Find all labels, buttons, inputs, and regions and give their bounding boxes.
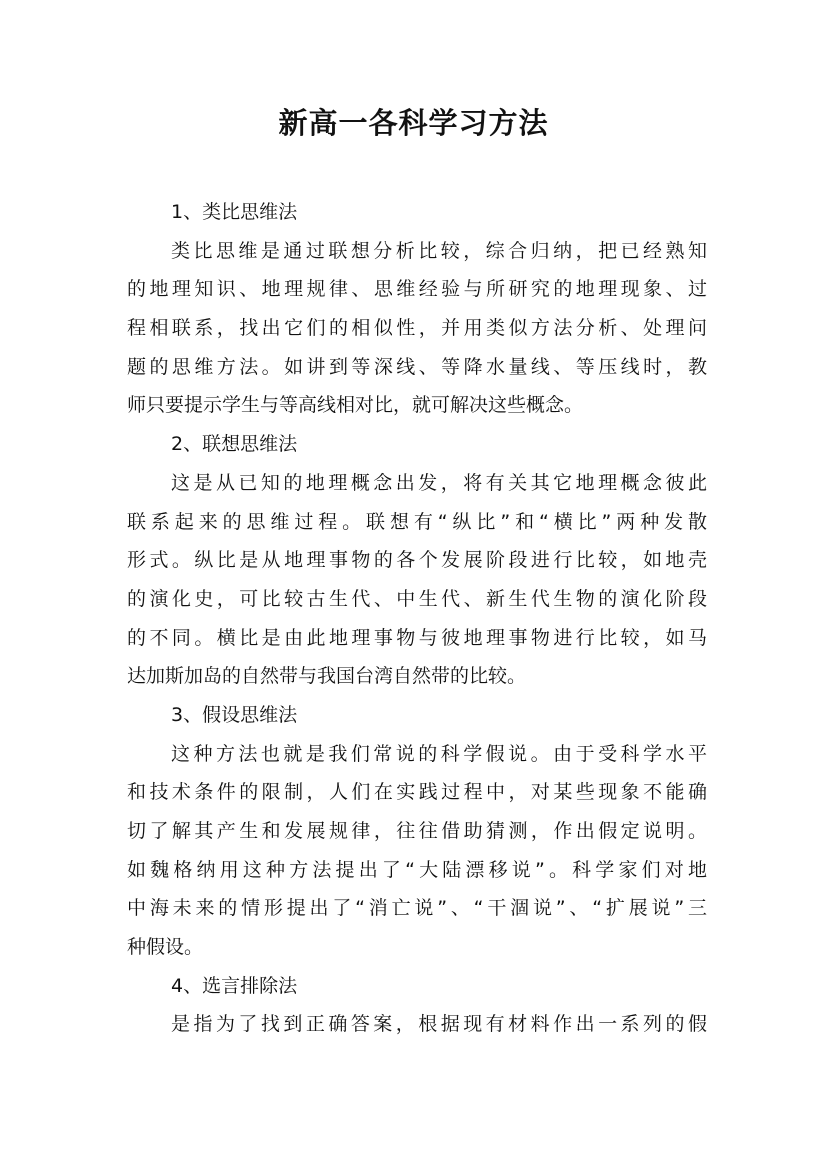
paragraph-line: 和技术条件的限制，人们在实践过程中，对某些现象不能确 (127, 781, 707, 804)
section-heading-association: 2、联想思维法 (171, 433, 298, 456)
document-title: 新高一各科学习方法 (278, 106, 549, 140)
paragraph-line: 题的思维方法。如讲到等深线、等降水量线、等压线时，教 (127, 355, 707, 378)
section-heading-elimination: 4、选言排除法 (171, 974, 298, 997)
paragraph-line: 的演化史，可比较古生代、中生代、新生代生物的演化阶段 (127, 587, 707, 610)
paragraph-line: 的地理知识、地理规律、思维经验与所研究的地理现象、过 (127, 278, 707, 301)
section-heading-analogy: 1、类比思维法 (171, 201, 298, 223)
paragraph-line: 中海未来的情形提出了“消亡说”、“干涸说”、“扩展说”三 (127, 897, 707, 920)
paragraph-line: 形式。纵比是从地理事物的各个发展阶段进行比较，如地壳 (127, 549, 707, 572)
section-heading-hypothesis: 3、假设思维法 (171, 703, 298, 726)
paragraph-line: 如魏格纳用这种方法提出了“大陆漂移说”。科学家们对地 (127, 858, 707, 881)
document-body (127, 193, 707, 1044)
paragraph-line: 是指为了找到正确答案，根据现有材料作出一系列的假 (171, 1013, 707, 1036)
paragraph-line: 的不同。横比是由此地理事物与彼地理事物进行比较，如马 (127, 626, 707, 649)
paragraph-line: 联系起来的思维过程。联想有“纵比”和“横比”两种发散 (127, 510, 707, 533)
paragraph-line: 这种方法也就是我们常说的科学假说。由于受科学水平 (171, 742, 707, 765)
paragraph-line: 达加斯加岛的自然带与我国台湾自然带的比较。 (127, 665, 527, 688)
paragraph-line: 师只要提示学生与等高线相对比，就可解决这些概念。 (127, 394, 584, 417)
paragraph-line: 程相联系，找出它们的相似性，并用类似方法分析、处理问 (127, 317, 707, 340)
paragraph-line: 类比思维是通过联想分析比较，综合归纳，把已经熟知 (171, 239, 707, 262)
paragraph-line: 种假设。 (127, 936, 204, 959)
paragraph-line: 切了解其产生和发展规律，往往借助猜测，作出假定说明。 (127, 820, 707, 842)
paragraph-line: 这是从已知的地理概念出发，将有关其它地理概念彼此 (171, 471, 707, 494)
